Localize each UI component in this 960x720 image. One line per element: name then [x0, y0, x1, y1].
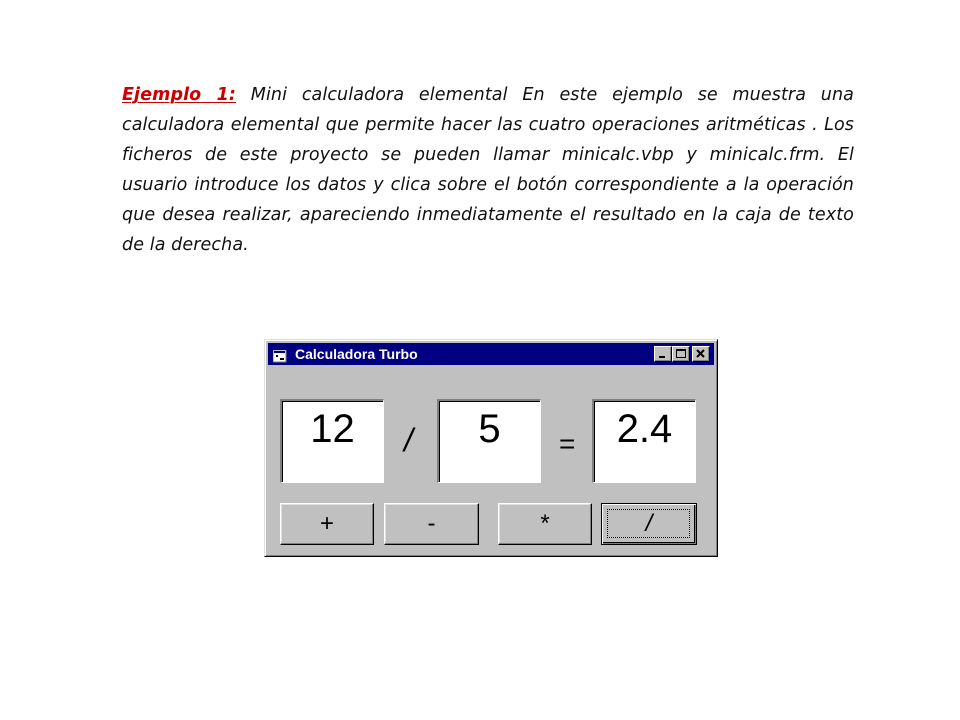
maximize-icon	[673, 347, 689, 361]
document-paragraph	[122, 80, 854, 260]
minimize-button[interactable]	[654, 346, 672, 362]
divide-button-label: /	[645, 510, 653, 537]
maximize-button[interactable]	[672, 346, 690, 362]
example-heading: Ejemplo 1:	[122, 85, 236, 105]
equals-label: =	[559, 428, 576, 459]
minimize-icon	[655, 347, 671, 361]
subtract-button[interactable]	[384, 503, 479, 545]
subtract-button-label: -	[427, 510, 436, 537]
result-field[interactable]: 2.4	[592, 399, 696, 483]
title-bar[interactable]	[268, 343, 714, 365]
operand2-input[interactable]: 5	[437, 399, 541, 483]
operand1-input[interactable]: 12	[280, 399, 384, 483]
close-icon	[693, 347, 709, 361]
add-button-label: +	[319, 510, 334, 537]
operator-label: /	[404, 422, 413, 458]
divide-button[interactable]	[601, 503, 697, 545]
calculator-window	[264, 339, 718, 557]
multiply-button-label: *	[540, 510, 550, 537]
close-button[interactable]	[692, 346, 710, 362]
form-icon	[273, 348, 287, 361]
multiply-button[interactable]	[498, 503, 592, 545]
window-title: Calculadora Turbo	[295, 346, 418, 362]
example-description: Mini calculadora elemental En este ejemplo se muestra una calculadora elemental que permite hacer las cuatro operaciones aritméticas . Los ficheros de este proyecto se pueden llamar minicalc.vbp y minicalc.frm. El usuario introduce los datos y clica sobre el botón correspondiente a la operación que desea realizar, apareciendo inmediatamente el resultado en la caja de texto de la derecha.	[122, 85, 855, 255]
add-button[interactable]	[280, 503, 374, 545]
